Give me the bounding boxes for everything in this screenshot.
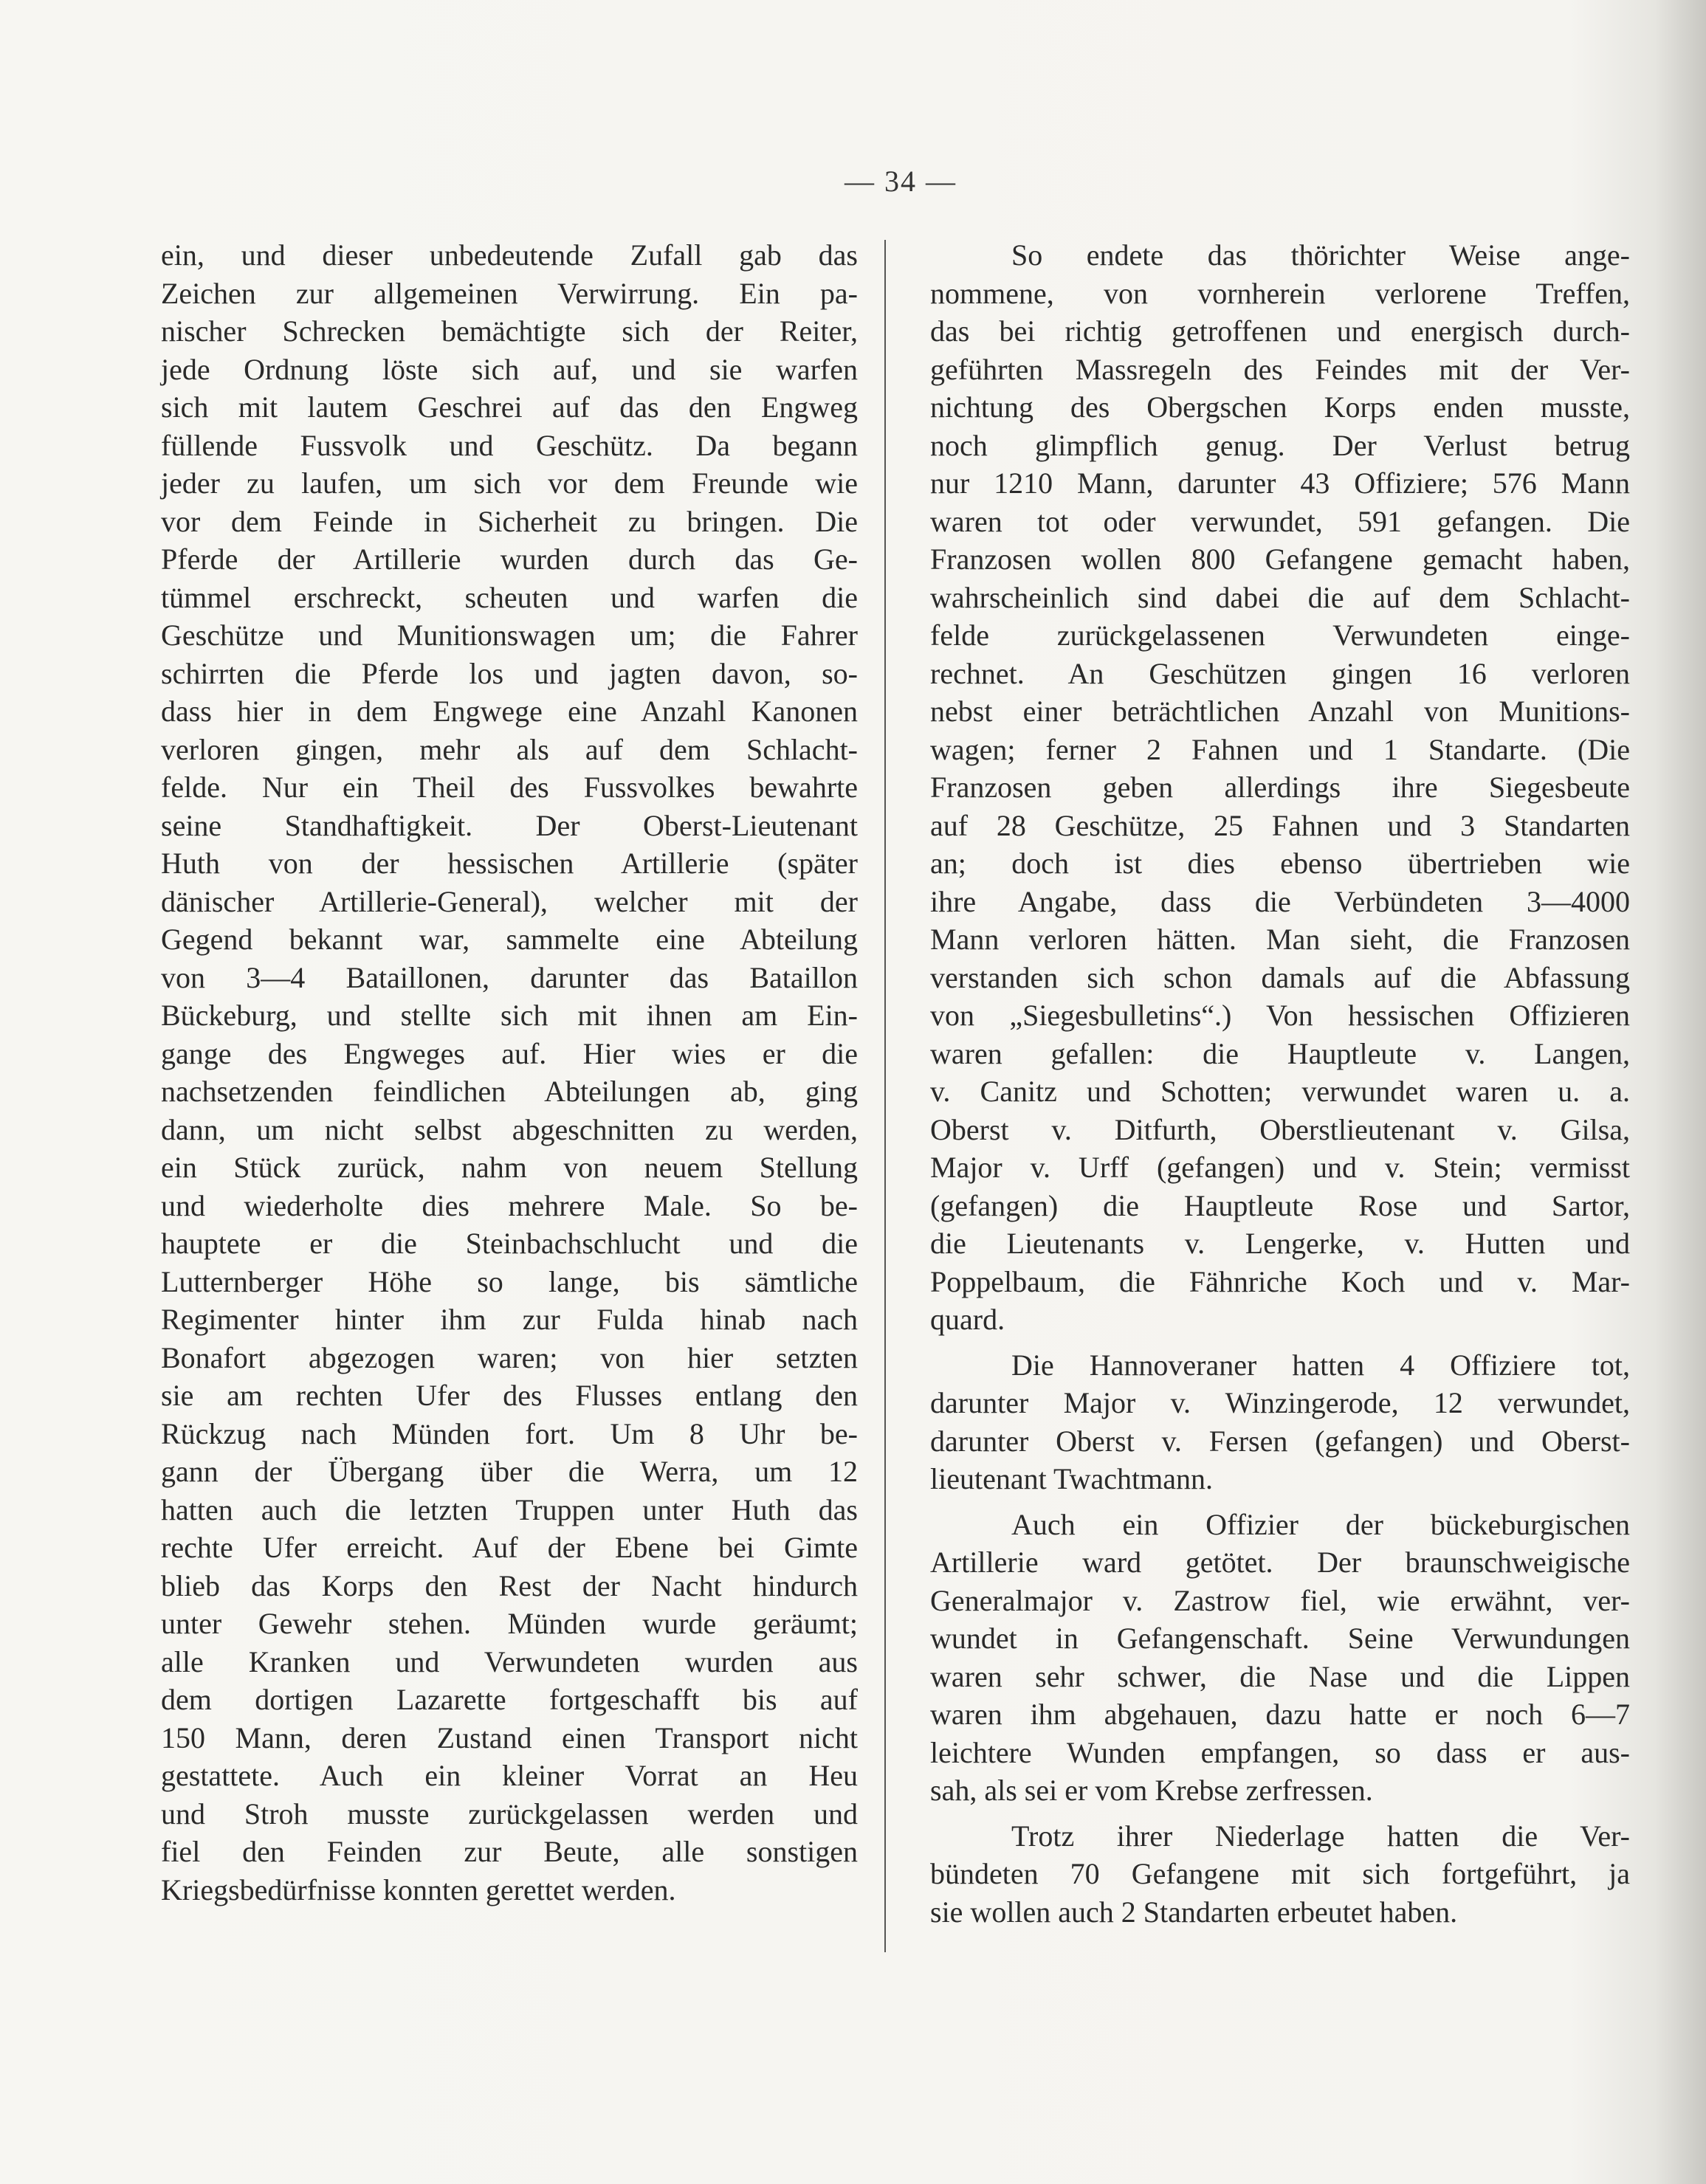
text-line: Oberst v. Ditfurth, Oberstlieutenant v. Gilsa,	[930, 1112, 1630, 1146]
text-line: von „Siegesbulletins“.) Von hessischen Offizieren	[930, 999, 1630, 1032]
text-line: lieutenant Twachtmann.	[930, 1462, 1214, 1495]
text-line: sah, als sei er vom Krebse zerfressen.	[930, 1774, 1373, 1807]
text-line: waren tot oder verwundet, 591 gefangen. Die	[930, 504, 1630, 538]
text-line: sich mit lautem Geschrei auf das den Engweg	[161, 390, 858, 424]
text-line: verloren gingen, mehr als auf dem Schlacht-	[161, 732, 858, 766]
text-line: ein Stück zurück, nahm von neuem Stellung	[161, 1151, 858, 1184]
text-line: darunter Oberst v. Fersen (gefangen) und Oberst-	[930, 1424, 1630, 1458]
text-line: wundet in Gefangenschaft. Seine Verwundungen	[930, 1622, 1630, 1655]
text-line: blieb das Korps den Rest der Nacht hindurch	[161, 1568, 858, 1602]
paragraph-gap	[930, 1810, 1630, 1817]
text-line: Poppelbaum, die Fähnriche Koch und v. Mar-	[930, 1264, 1630, 1298]
paragraph	[930, 1339, 1630, 1498]
text-line: alle Kranken und Verwundeten wurden aus	[161, 1644, 858, 1678]
text-line: gange des Engweges auf. Hier wies er die	[161, 1036, 858, 1070]
text-line: Pferde der Artillerie wurden durch das Ge-	[161, 542, 858, 576]
text-line: Trotz ihrer Niederlage hatten die Ver-	[1011, 1819, 1630, 1853]
text-line: fiel den Feinden zur Beute, alle sonstigen	[161, 1835, 858, 1868]
text-line: hauptete er die Steinbachschlucht und die	[161, 1227, 858, 1260]
text-line: gann der Übergang über die Werra, um 12	[161, 1455, 858, 1488]
text-line: und Stroh musste zurückgelassen werden und	[161, 1797, 858, 1830]
text-line: gestattete. Auch ein kleiner Vorrat an Heu	[161, 1759, 858, 1792]
page-edge-shadow	[1654, 0, 1706, 2184]
text-line: an; doch ist dies ebenso übertrieben wie	[930, 847, 1630, 880]
paragraph	[930, 1810, 1630, 1932]
text-line: dann, um nicht selbst abgeschnitten zu werden,	[161, 1112, 858, 1146]
text-line: Huth von der hessischen Artillerie (später	[161, 847, 858, 880]
text-line: dänischer Artillerie-General), welcher mit der	[161, 884, 858, 918]
text-line: Artillerie ward getötet. Der braunschweigische	[930, 1546, 1630, 1579]
text-line: waren sehr schwer, die Nase und die Lippen	[930, 1659, 1630, 1693]
text-line: felde zurückgelassenen Verwundeten einge-	[930, 619, 1630, 652]
text-line: nachsetzenden feindlichen Abteilungen ab, ging	[161, 1075, 858, 1108]
text-line: Zeichen zur allgemeinen Verwirrung. Ein pa-	[161, 276, 858, 310]
text-line: Geschütze und Munitionswagen um; die Fahrer	[161, 619, 858, 652]
text-line: waren ihm abgehauen, dazu hatte er noch 6—7	[930, 1698, 1630, 1731]
text-line: und wiederholte dies mehrere Male. So be-	[161, 1188, 858, 1222]
text-line: rechnet. An Geschützen gingen 16 verloren	[930, 656, 1630, 690]
text-line: v. Canitz und Schotten; verwundet waren u. a.	[930, 1075, 1630, 1108]
text-line: rechte Ufer erreicht. Auf der Ebene bei Gimte	[161, 1531, 858, 1564]
text-line: Generalmajor v. Zastrow fiel, wie erwähnt, ver-	[930, 1583, 1630, 1617]
text-line: vor dem Feinde in Sicherheit zu bringen. Die	[161, 504, 858, 538]
text-line: die Lieutenants v. Lengerke, v. Hutten und	[930, 1227, 1630, 1260]
text-line: darunter Major v. Winzingerode, 12 verwundet,	[930, 1386, 1630, 1419]
text-line: noch glimpflich genug. Der Verlust betrug	[930, 428, 1630, 462]
text-line: füllende Fussvolk und Geschütz. Da begann	[161, 428, 858, 462]
text-line: (gefangen) die Hauptleute Rose und Sartor,	[930, 1188, 1630, 1222]
paragraph	[930, 1498, 1630, 1810]
text-line: seine Standhaftigkeit. Der Oberst-Lieutenant	[161, 808, 858, 842]
text-line: jede Ordnung löste sich auf, und sie warfen	[161, 352, 858, 386]
text-line: geführten Massregeln des Feindes mit der Ver-	[930, 352, 1630, 386]
text-line: sie wollen auch 2 Standarten erbeutet haben.	[930, 1895, 1458, 1929]
text-line: nommene, von vornherein verlorene Treffen,	[930, 276, 1630, 310]
text-line: schirrten die Pferde los und jagten davon, so-	[161, 656, 858, 690]
paragraph-gap	[930, 1339, 1630, 1346]
text-line: So endete das thörichter Weise ange-	[1011, 238, 1630, 272]
text-line: ihre Angabe, dass die Verbündeten 3—4000	[930, 884, 1630, 918]
text-line: unter Gewehr stehen. Münden wurde geräumt;	[161, 1607, 858, 1640]
text-line: von 3—4 Bataillonen, darunter das Bataillon	[161, 960, 858, 994]
text-line: felde. Nur ein Theil des Fussvolkes bewahrte	[161, 771, 858, 804]
text-line: Major v. Urff (gefangen) und v. Stein; vermisst	[930, 1151, 1630, 1184]
text-line: Auch ein Offizier der bückeburgischen	[1011, 1507, 1630, 1541]
text-line: Bonafort abgezogen waren; von hier setzten	[161, 1340, 858, 1374]
text-line: nur 1210 Mann, darunter 43 Offiziere; 576 Mann	[930, 466, 1630, 500]
text-line: leichtere Wunden empfangen, so dass er aus-	[930, 1735, 1630, 1769]
text-line: nebst einer beträchtlichen Anzahl von Munitions-	[930, 695, 1630, 728]
paragraph-gap	[930, 1498, 1630, 1506]
text-line: verstanden sich schon damals auf die Abfassung	[930, 960, 1630, 994]
text-line: 150 Mann, deren Zustand einen Transport nicht	[161, 1720, 858, 1754]
text-line: nischer Schrecken bemächtigte sich der Reiter,	[161, 314, 858, 348]
text-line: Gegend bekannt war, sammelte eine Abteilung	[161, 923, 858, 956]
text-line: auf 28 Geschütze, 25 Fahnen und 3 Standarten	[930, 808, 1630, 842]
text-line: Die Hannoveraner hatten 4 Offiziere tot,	[1011, 1348, 1630, 1382]
text-line: bündeten 70 Gefangene mit sich fortgeführt, ja	[930, 1857, 1630, 1890]
text-line: das bei richtig getroffenen und energisch durch-	[930, 314, 1630, 348]
left-column	[161, 236, 858, 1909]
text-line: dass hier in dem Engwege eine Anzahl Kanonen	[161, 695, 858, 728]
text-line: Regimenter hinter ihm zur Fulda hinab nach	[161, 1303, 858, 1336]
text-line: Franzosen wollen 800 Gefangene gemacht haben,	[930, 542, 1630, 576]
text-line: Franzosen geben allerdings ihre Siegesbeute	[930, 771, 1630, 804]
column-divider	[884, 240, 886, 1952]
text-line: Rückzug nach Münden fort. Um 8 Uhr be-	[161, 1416, 858, 1450]
text-line: Lutternberger Höhe so lange, bis sämtliche	[161, 1264, 858, 1298]
right-column	[930, 236, 1630, 1931]
text-line: hatten auch die letzten Truppen unter Huth das	[161, 1492, 858, 1526]
text-line: Mann verloren hätten. Man sieht, die Franzosen	[930, 923, 1630, 956]
text-line: tümmel erschreckt, scheuten und warfen die	[161, 580, 858, 614]
text-line: jeder zu laufen, um sich vor dem Freunde wie	[161, 466, 858, 500]
text-line: Bückeburg, und stellte sich mit ihnen am Ein-	[161, 999, 858, 1032]
page-number: — 34 —	[845, 165, 957, 198]
text-line: sie am rechten Ufer des Flusses entlang den	[161, 1379, 858, 1412]
text-line: quard.	[930, 1303, 1005, 1336]
paragraph	[930, 236, 1630, 1339]
text-line: dem dortigen Lazarette fortgeschafft bis auf	[161, 1683, 858, 1716]
text-line: ein, und dieser unbedeutende Zufall gab das	[161, 238, 858, 272]
text-line: Kriegsbedürfnisse konnten gerettet werden.	[161, 1873, 676, 1906]
text-line: wahrscheinlich sind dabei die auf dem Schlacht-	[930, 580, 1630, 614]
text-line: nichtung des Obergschen Korps enden musste,	[930, 390, 1630, 424]
text-line: wagen; ferner 2 Fahnen und 1 Standarte. (Die	[930, 732, 1630, 766]
text-line: waren gefallen: die Hauptleute v. Langen,	[930, 1036, 1630, 1070]
